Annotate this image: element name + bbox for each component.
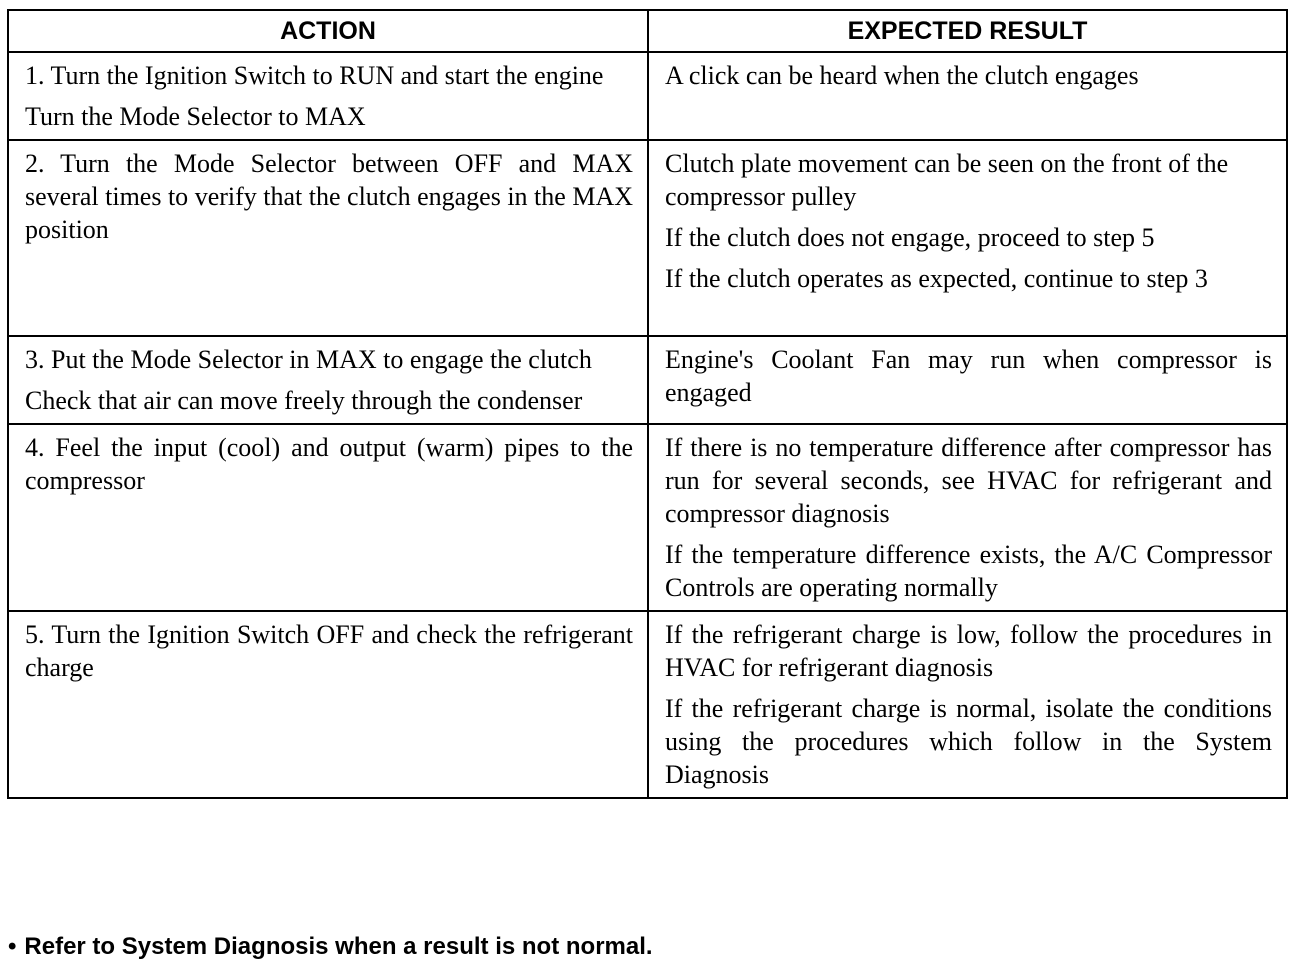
action-text: 2. Turn the Mode Selector between OFF and MAX several times to verify that the clutch engages in the MAX position <box>25 149 633 244</box>
action-cell <box>8 140 648 336</box>
expected-result-text: If the clutch operates as expected, continue to step 3 <box>665 264 1208 293</box>
table-row <box>8 336 1287 424</box>
expected-result-text: If the refrigerant charge is normal, isolate the conditions using the procedures which follow in the System Diagnosis <box>665 694 1272 789</box>
expected-result-column-header: EXPECTED RESULT <box>648 10 1287 52</box>
action-text: Check that air can move freely through the condenser <box>25 386 583 415</box>
table-row <box>8 424 1287 611</box>
action-text: 1. Turn the Ignition Switch to RUN and start the engine <box>25 61 604 90</box>
table-row <box>8 611 1287 798</box>
expected-result-cell <box>648 52 1287 140</box>
action-text: 3. Put the Mode Selector in MAX to engage the clutch <box>25 345 592 374</box>
expected-result-cell <box>648 140 1287 336</box>
footnote-text: Refer to System Diagnosis when a result is not normal. <box>24 933 653 960</box>
expected-result-text: If there is no temperature difference after compressor has run for several seconds, see HVAC for refrigerant and compressor diagnosis <box>665 433 1272 528</box>
table-header-row <box>8 10 1287 52</box>
table-row <box>8 140 1287 336</box>
footnote <box>8 933 653 961</box>
expected-result-cell <box>648 336 1287 424</box>
action-cell <box>8 52 648 140</box>
expected-result-text: If the clutch does not engage, proceed to step 5 <box>665 223 1155 252</box>
bullet-icon: • <box>8 933 17 960</box>
expected-result-cell <box>648 424 1287 611</box>
table-row <box>8 52 1287 140</box>
expected-result-text: Clutch plate movement can be seen on the front of the compressor pulley <box>665 149 1229 211</box>
expected-result-text: If the temperature difference exists, the A/C Compressor Controls are operating normally <box>665 540 1272 602</box>
action-text: 4. Feel the input (cool) and output (warm) pipes to the compressor <box>25 433 633 495</box>
diagnosis-table <box>7 9 1288 799</box>
expected-result-cell <box>648 611 1287 798</box>
action-text: 5. Turn the Ignition Switch OFF and check the refrigerant charge <box>25 620 633 682</box>
action-text: Turn the Mode Selector to MAX <box>25 102 366 131</box>
action-cell <box>8 424 648 611</box>
expected-result-text: Engine's Coolant Fan may run when compressor is engaged <box>665 345 1272 407</box>
expected-result-text: A click can be heard when the clutch engages <box>665 61 1139 90</box>
action-column-header: ACTION <box>8 10 648 52</box>
expected-result-text: If the refrigerant charge is low, follow the procedures in HVAC for refrigerant diagnosis <box>665 620 1272 682</box>
action-cell <box>8 611 648 798</box>
action-cell <box>8 336 648 424</box>
